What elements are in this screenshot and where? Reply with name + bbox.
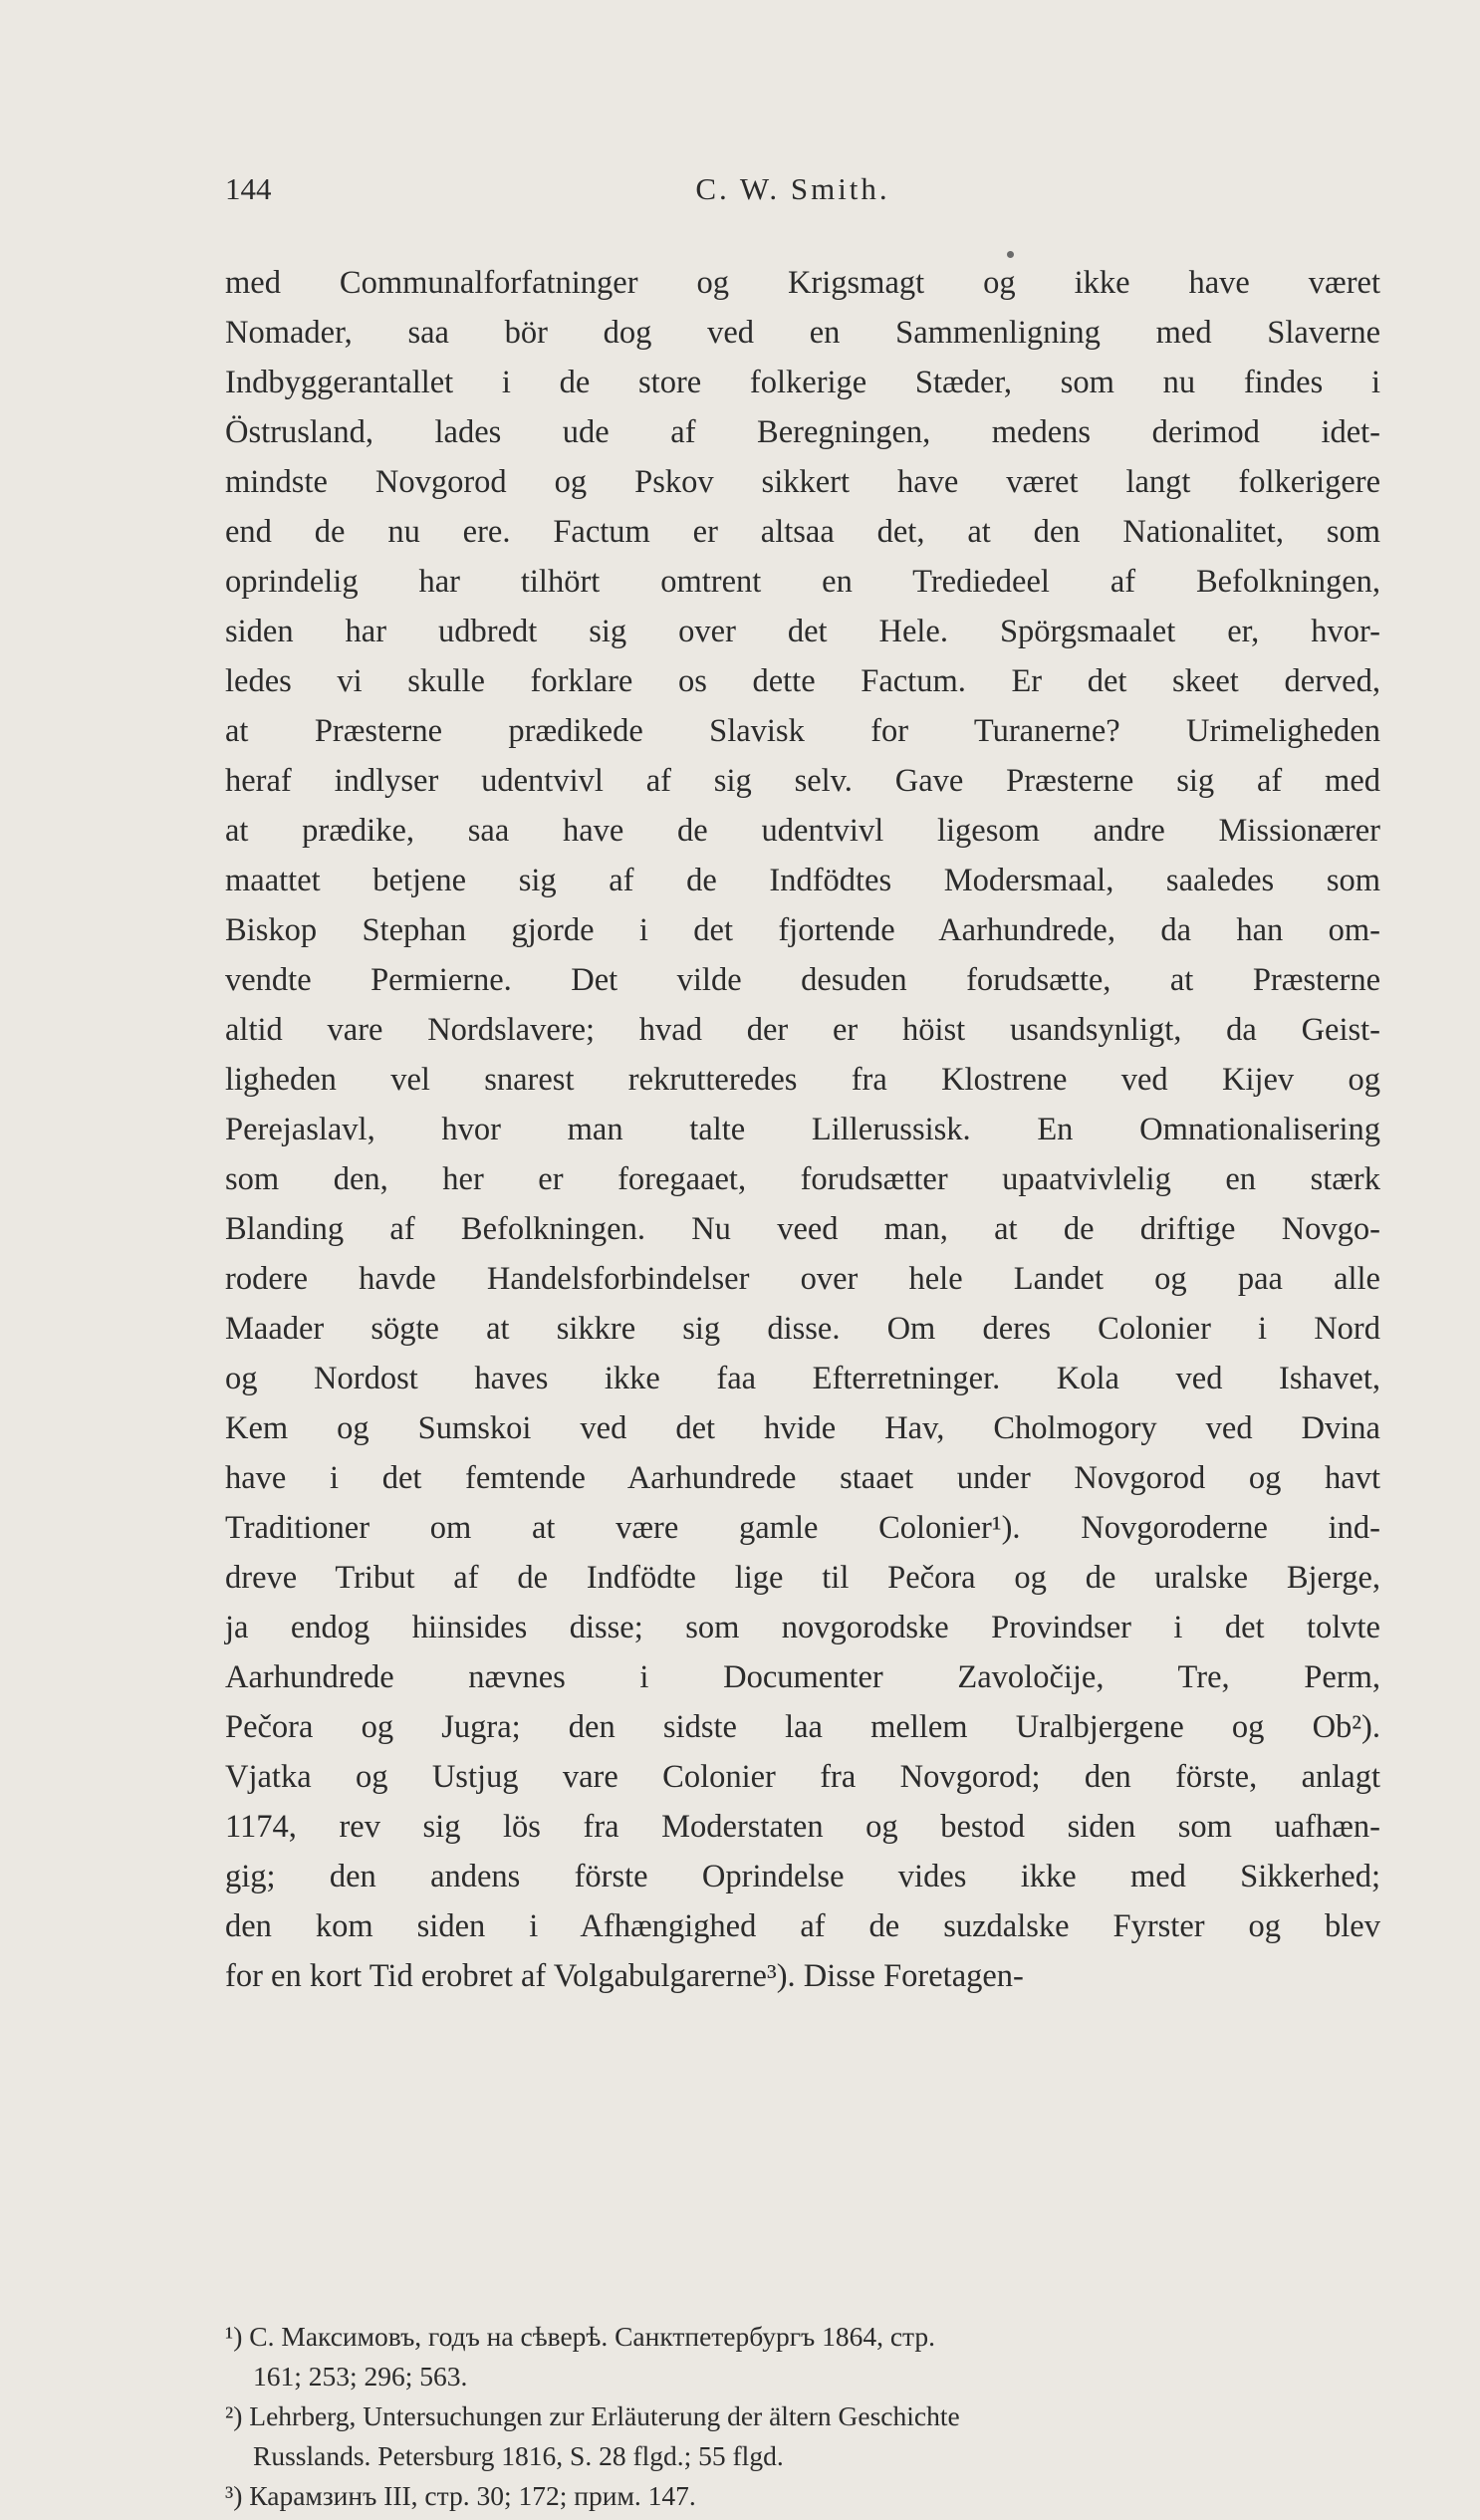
text-line: mindste Novgorod og Pskov sikkert have været langt folkerigere xyxy=(225,464,1380,500)
ink-speck xyxy=(1007,251,1014,258)
text-line: Perejaslavl, hvor man talte Lillerussisk. En Omnationalisering xyxy=(225,1112,1380,1147)
text-line: for en kort Tid erobret af Volgabulgarerne³). Disse Foretagen- xyxy=(225,1958,1024,1994)
text-line: have i det femtende Aarhundrede staaet under Novgorod og havt xyxy=(225,1460,1380,1496)
text-line: Pečora og Jugra; den sidste laa mellem Uralbjergene og Ob²). xyxy=(225,1709,1380,1745)
text-line: heraf indlyser udentvivl af sig selv. Gave Præsterne sig af med xyxy=(225,763,1380,799)
text-line: Kem og Sumskoi ved det hvide Hav, Cholmogory ved Dvina xyxy=(225,1410,1380,1446)
text-line: Traditioner om at være gamle Colonier¹). Novgoroderne ind- xyxy=(225,1510,1380,1546)
text-line: Östrusland, lades ude af Beregningen, medens derimod idet- xyxy=(225,414,1380,450)
text-line: og Nordost haves ikke faa Efterretninger. Kola ved Ishavet, xyxy=(225,1361,1380,1396)
footnote-3: ³) Карамзинъ III, стр. 30; 172; прим. 147. xyxy=(225,2480,696,2511)
text-line: som den, her er foregaaet, forudsætter upaatvivlelig en stærk xyxy=(225,1161,1380,1197)
text-line: gig; den andens förste Oprindelse vides ikke med Sikkerhed; xyxy=(225,1859,1380,1894)
footnote-1: ¹) С. Максимовъ, годъ на сѣверѣ. Санктпетербургъ 1864, стр. xyxy=(225,2321,936,2352)
text-line: rodere havde Handelsforbindelser over hele Landet og paa alle xyxy=(225,1261,1380,1297)
text-line: Blanding af Befolkningen. Nu veed man, at de driftige Novgo- xyxy=(225,1211,1380,1247)
footnote-2-continuation: Russlands. Petersburg 1816, S. 28 flgd.; 55 flgd. xyxy=(253,2440,784,2471)
text-line: Aarhundrede nævnes i Documenter Zavoločije, Tre, Perm, xyxy=(225,1659,1380,1695)
footnotes xyxy=(225,2317,1380,2516)
text-line: at Præsterne prædikede Slavisk for Turanerne? Urimeligheden xyxy=(225,713,1380,749)
running-head: C. W. Smith. xyxy=(695,171,890,206)
text-line: dreve Tribut af de Indfödte lige til Pečora og de uralske Bjerge, xyxy=(225,1560,1380,1596)
text-line: Biskop Stephan gjorde i det fjortende Aarhundrede, da han om- xyxy=(225,912,1380,948)
text-line: oprindelig har tilhört omtrent en Trediedeel af Befolkningen, xyxy=(225,564,1380,600)
text-line: Maader sögte at sikkre sig disse. Om deres Colonier i Nord xyxy=(225,1311,1380,1347)
text-line: ledes vi skulle forklare os dette Factum. Er det skeet derved, xyxy=(225,663,1380,699)
page-header xyxy=(225,171,1360,215)
text-line: ja endog hiinsides disse; som novgorodske Provindser i det tolvte xyxy=(225,1610,1380,1645)
text-line: Vjatka og Ustjug vare Colonier fra Novgorod; den förste, anlagt xyxy=(225,1759,1380,1795)
text-line: end de nu ere. Factum er altsaa det, at den Nationalitet, som xyxy=(225,514,1380,550)
text-line: 1174, rev sig lös fra Moderstaten og bestod siden som uafhæn- xyxy=(225,1809,1380,1845)
text-line: Nomader, saa bör dog ved en Sammenligning med Slaverne xyxy=(225,315,1380,351)
text-line: siden har udbredt sig over det Hele. Spörgsmaalet er, hvor- xyxy=(225,614,1380,649)
page-number: 144 xyxy=(225,171,272,206)
text-line: Indbyggerantallet i de store folkerige Stæder, som nu findes i xyxy=(225,365,1380,400)
text-line: maattet betjene sig af de Indfödtes Modersmaal, saaledes som xyxy=(225,863,1380,898)
body-text xyxy=(225,258,1380,2001)
text-line: den kom siden i Afhængighed af de suzdalske Fyrster og blev xyxy=(225,1908,1380,1944)
text-line: altid vare Nordslavere; hvad der er höist usandsynligt, da Geist- xyxy=(225,1012,1380,1048)
text-line: at prædike, saa have de udentvivl ligesom andre Missionærer xyxy=(225,813,1380,849)
text-line: med Communalforfatninger og Krigsmagt og ikke have været xyxy=(225,265,1380,301)
footnote-2: ²) Lehrberg, Untersuchungen zur Erläuterung der ältern Geschichte xyxy=(225,2400,960,2431)
footnote-1-continuation: 161; 253; 296; 563. xyxy=(253,2361,468,2392)
text-line: vendte Permierne. Det vilde desuden forudsætte, at Præsterne xyxy=(225,962,1380,998)
text-line: ligheden vel snarest rekrutteredes fra Klostrene ved Kijev og xyxy=(225,1062,1380,1098)
